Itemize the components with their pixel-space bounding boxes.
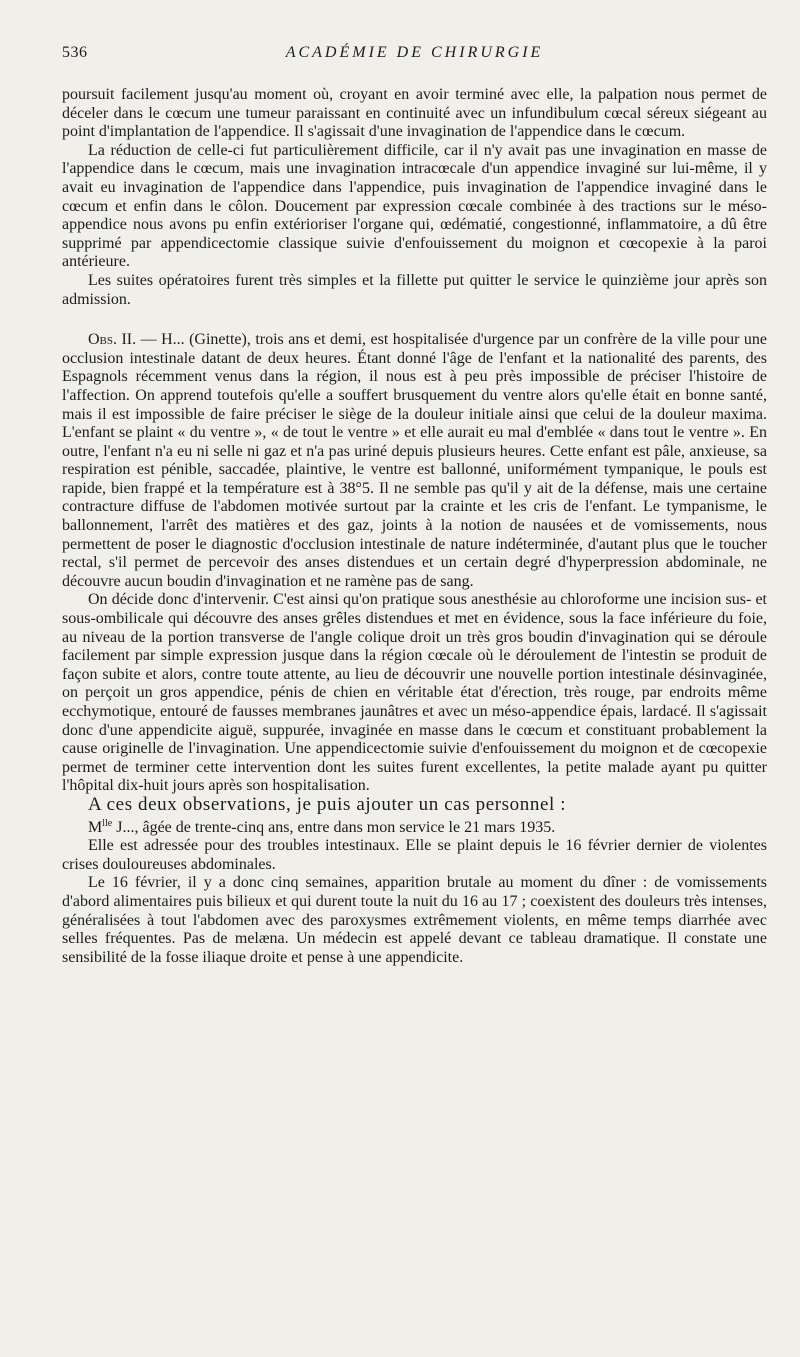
honorific: M [88, 818, 103, 836]
case-3-intro-text: J..., âgée de trente-cinq ans, entre dans mon service le 21 mars 1935. [112, 818, 556, 836]
page-header [62, 44, 767, 68]
observation-2-operation: On décide donc d'intervenir. C'est ainsi qu'on pratique sous anesthésie au chloroforme une incision sus- et sous-ombilicale qui découvre des anses grêles distendues et met en évidence, sous la face inférieure du foie, au niveau de la portion transverse de l'angle colique droit un très gros boudin d'invagination qui se déroule facilement par simple expression jusque dans la région cœcale où le déroulement de l'intestin se produit de façon subite et alors, contre toute attente, au lieu de découvrir une nouvelle portion intestinale désinvaginée, on perçoit un gros appendice, pénis de chien en véritable état d'érection, très rouge, par endroits même ecchymotique, entouré de fausses membranes jaunâtres et avec un méso-appendice épais, lardacé. Il s'agissait donc d'une appendicite aiguë, suppurée, invaginée en masse dans le cœcum et constituant probablement la cause originelle de l'invagination. Une appendicectomie suivie d'enfouissement du moignon et de cœcopexie permet de terminer cette intervention dont les suites furent excellentes, la petite malade ayant pu quitter l'hôpital dix-huit jours après son hospitalisation. [62, 591, 767, 795]
honorific-superscript: lle [102, 817, 113, 829]
observation-label: Obs. II. [88, 331, 137, 349]
case-3-paragraph-2: Elle est adressée pour des troubles intestinaux. Elle se plaint depuis le 16 février dernier de violentes crises douloureuses abdominales. [62, 837, 767, 873]
observation-2 [62, 331, 767, 591]
page-number: 536 [62, 44, 88, 61]
case-3-intro [62, 815, 767, 838]
paragraph-reduction: La réduction de celle-ci fut particulièrement difficile, car il n'y avait pas une invagination en masse de l'appendice dans le cœcum, mais une invagination intracœcale d'un appendice invaginé sur lui-même, il y avait eu invagination de l'appendice dans l'appendice, puis invagination de l'appendice invaginé dans le cœcum et enfin dans le côlon. Doucement par expression cœcale combinée à des tractions sur le méso-appendice nous avons pu enfin extérioriser l'organe qui, œdématié, congestionné, inflammatoire, a dû être supprimé par appendicectomie classique suivie d'enfouissement du moignon et cœcopexie à la paroi antérieure. [62, 141, 767, 271]
personal-case-heading: A ces deux observations, je puis ajouter un cas personnel : [88, 793, 567, 815]
paragraph-outcome: Les suites opératoires furent très simples et la fillette put quitter le service le quinzième jour après son admission. [62, 271, 767, 308]
running-head: ACADÉMIE DE CHIRURGIE [285, 44, 544, 61]
observation-2-text: — H... (Ginette), trois ans et demi, est hospitalisée d'urgence par un confrère de la ville pour une occlusion intestinale datant de deux heures. Étant donné l'âge de l'enfant et la nationalité des parents, des Espagnols récemment venus dans la région, il nous est à peu près impossible de préciser l'histoire de l'affection. On apprend toutefois qu'elle a souffert brusquement du ventre alors qu'elle était en bonne santé, mais il est impossible de faire préciser le siège de la douleur initiale ainsi que celui de la douleur maxima. L'enfant se plaint « du ventre », « de tout le ventre » et elle aurait eu mal d'emblée « dans tout le ventre ». En outre, l'enfant n'a eu ni selle ni gaz et n'a pas uriné depuis plusieurs heures. Cette enfant est pâle, anxieuse, sa respiration est pénible, saccadée, plaintive, le ventre est ballonné, uniformément tympanique, le pouls est rapide, bien frappé et la température est à 38°5. Il ne semble pas qu'il y ait de la défense, mais une certaine contracture diffuse de l'abdomen motivée surtout par la crainte et les cris de l'enfant. Le tympanisme, le ballonnement, l'arrêt des matières et des gaz, joints à la notion de nausées et de vomissements, nous permettent de poser le diagnostic d'occlusion intestinale de nature indéterminée, d'autant plus que le toucher rectal, s'il permet de percevoir des anses distendues et un certain degré d'hyperpression abdominale, ne découvre aucun boudin d'invagination et ne ramène pas de sang. [62, 331, 767, 590]
paragraph-continuation: poursuit facilement jusqu'au moment où, croyant en avoir terminé avec elle, la palpation nous permet de déceler dans le cœcum une tumeur paraissant en continuité avec un infundibulum cœcal séreux siégeant au point d'implantation de l'appendice. Il s'agissait d'une invagination de l'appendice dans le cœcum. [62, 86, 767, 141]
case-3-paragraph-3: Le 16 février, il y a donc cinq semaines, apparition brutale au moment du dîner : de vomissements d'abord alimentaires puis bilieux et qui durent toute la nuit du 16 au 17 ; coexistent des douleurs très intenses, généralisées à tout l'abdomen avec des paroxysmes extrêmement violents, en même temps diarrhée avec selles fréquentes. Pas de melæna. Un médecin est appelé devant ce tableau dramatique. Il constate une sensibilité de la fosse iliaque droite et pense à une appendicite. [62, 874, 767, 966]
body-text [62, 86, 767, 967]
section-spacer [62, 309, 767, 331]
